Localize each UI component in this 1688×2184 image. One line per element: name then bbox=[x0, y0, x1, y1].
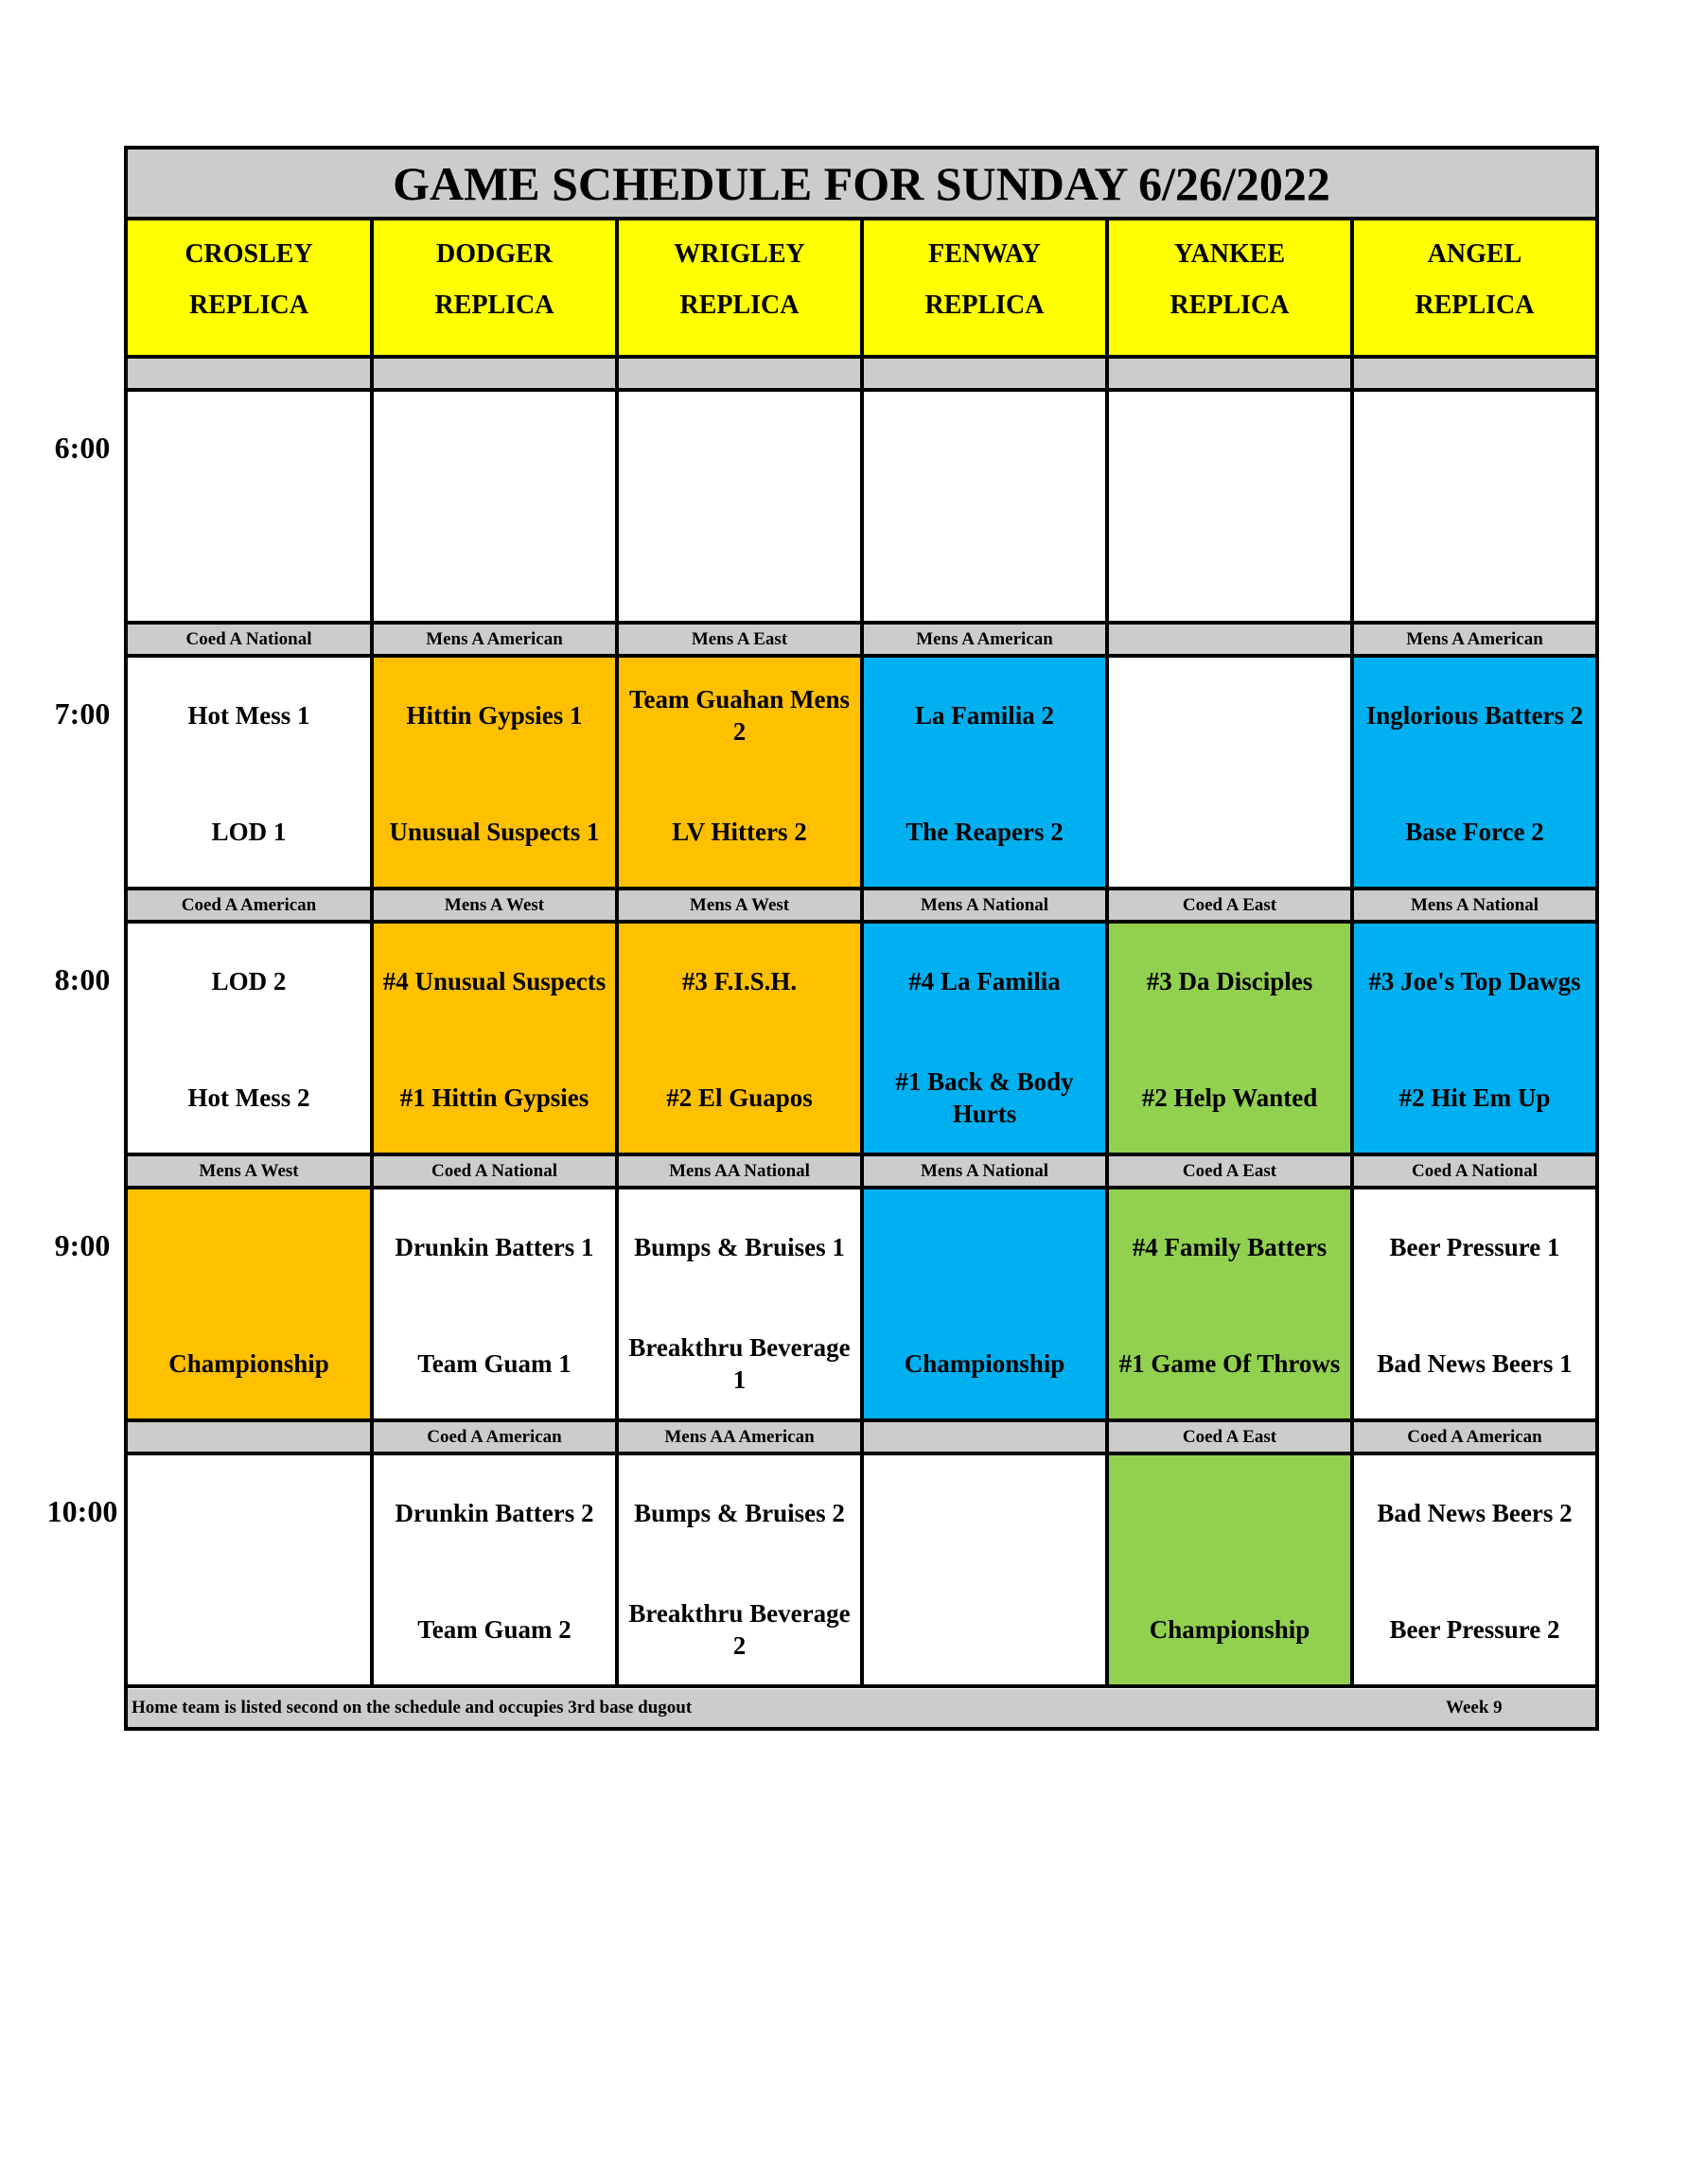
field-header-wrigley bbox=[619, 220, 864, 359]
time-label: 6:00 bbox=[54, 431, 111, 465]
home-team bbox=[1109, 794, 1350, 870]
schedule-table bbox=[124, 146, 1599, 1731]
division-label: Mens A National bbox=[864, 1156, 1109, 1189]
away-team bbox=[128, 412, 370, 487]
away-team: Hittin Gypsies 1 bbox=[406, 701, 583, 730]
away-team bbox=[1109, 678, 1350, 753]
game-cell bbox=[1354, 658, 1595, 890]
home-team: LV Hitters 2 bbox=[672, 818, 807, 846]
home-team: #2 El Guapos bbox=[666, 1083, 813, 1112]
field-name: ANGEL bbox=[1427, 239, 1522, 269]
field-name: DODGER bbox=[436, 239, 553, 269]
game-cell bbox=[1109, 658, 1354, 890]
away-team: #4 Unusual Suspects bbox=[382, 967, 607, 995]
away-team bbox=[619, 412, 860, 487]
home-team bbox=[1109, 528, 1350, 604]
game-cell bbox=[1109, 392, 1354, 625]
game-cell bbox=[1109, 924, 1354, 1156]
schedule-footer bbox=[128, 1689, 1595, 1727]
home-team bbox=[619, 528, 860, 604]
away-team: #4 La Familia bbox=[908, 967, 1061, 995]
game-cell bbox=[374, 1189, 619, 1422]
home-team: Beer Pressure 2 bbox=[1389, 1615, 1560, 1644]
field-subtitle: REPLICA bbox=[188, 291, 308, 320]
field-subtitle: REPLICA bbox=[434, 291, 554, 320]
division-label: Coed A American bbox=[374, 1422, 619, 1455]
time-label: 7:00 bbox=[54, 696, 111, 731]
game-cell bbox=[1354, 392, 1595, 625]
away-team bbox=[864, 1475, 1105, 1551]
home-team: Hot Mess 2 bbox=[187, 1083, 310, 1112]
field-name: YANKEE bbox=[1173, 239, 1286, 269]
game-cell bbox=[1109, 1189, 1354, 1422]
division-label: Mens AA National bbox=[619, 1156, 864, 1189]
division-label: Mens A East bbox=[619, 625, 864, 658]
game-cell bbox=[619, 1189, 864, 1422]
away-team: Hot Mess 1 bbox=[187, 701, 310, 730]
division-label: Coed A East bbox=[1109, 1156, 1354, 1189]
away-team: Bumps & Bruises 1 bbox=[634, 1233, 845, 1261]
away-team: Drunkin Batters 2 bbox=[395, 1499, 594, 1527]
game-cell bbox=[128, 924, 374, 1156]
game-cell bbox=[128, 392, 374, 625]
field-header-crosley bbox=[128, 220, 374, 359]
field-subtitle: REPLICA bbox=[1415, 291, 1535, 320]
game-cell bbox=[864, 924, 1109, 1156]
division-label: Coed A American bbox=[1354, 1422, 1595, 1455]
division-label bbox=[1354, 359, 1595, 392]
game-cell bbox=[619, 924, 864, 1156]
away-team: Inglorious Batters 2 bbox=[1365, 701, 1584, 730]
field-header-angel bbox=[1354, 220, 1595, 359]
game-cell bbox=[374, 924, 619, 1156]
away-team: Bad News Beers 2 bbox=[1377, 1499, 1573, 1527]
home-team: Team Guam 2 bbox=[417, 1615, 571, 1644]
home-team: Bad News Beers 1 bbox=[1377, 1349, 1573, 1378]
away-team: Team Guahan Mens 2 bbox=[628, 685, 851, 746]
away-team: Bumps & Bruises 2 bbox=[634, 1499, 845, 1527]
division-label: Mens A West bbox=[374, 890, 619, 924]
field-subtitle: REPLICA bbox=[1169, 291, 1290, 320]
division-label: Mens A American bbox=[374, 625, 619, 658]
time-label: 8:00 bbox=[54, 962, 111, 996]
field-name: FENWAY bbox=[928, 239, 1041, 269]
game-cell bbox=[619, 1455, 864, 1688]
away-team bbox=[128, 1475, 370, 1551]
away-team: #4 Family Batters bbox=[1132, 1233, 1328, 1261]
home-team: Championship bbox=[1149, 1615, 1310, 1644]
away-team: Beer Pressure 1 bbox=[1389, 1233, 1560, 1261]
game-cell bbox=[128, 658, 374, 890]
home-team: #2 Help Wanted bbox=[1141, 1083, 1318, 1112]
home-team: Team Guam 1 bbox=[417, 1349, 571, 1378]
game-cell bbox=[374, 392, 619, 625]
field-header-yankee bbox=[1109, 220, 1354, 359]
home-team bbox=[128, 1592, 370, 1667]
game-cell bbox=[1354, 924, 1595, 1156]
home-team: Breakthru Beverage 2 bbox=[628, 1599, 851, 1660]
division-label: Mens A West bbox=[619, 890, 864, 924]
home-team: #2 Hit Em Up bbox=[1398, 1083, 1551, 1112]
game-cell bbox=[374, 1455, 619, 1688]
division-label bbox=[1109, 625, 1354, 658]
away-team bbox=[374, 412, 615, 487]
home-team: Championship bbox=[168, 1349, 329, 1378]
game-cell bbox=[128, 1455, 374, 1688]
division-label: Coed A National bbox=[1354, 1156, 1595, 1189]
division-label: Coed A National bbox=[128, 625, 374, 658]
game-cell bbox=[619, 658, 864, 890]
away-team bbox=[128, 1209, 370, 1285]
field-header-fenway bbox=[864, 220, 1109, 359]
game-cell bbox=[864, 1455, 1109, 1688]
game-cell bbox=[864, 1189, 1109, 1422]
home-team: The Reapers 2 bbox=[906, 818, 1064, 846]
time-label: 9:00 bbox=[54, 1228, 111, 1262]
game-cell bbox=[1109, 1455, 1354, 1688]
home-team bbox=[864, 528, 1105, 604]
home-team: #1 Back & Body Hurts bbox=[895, 1067, 1074, 1128]
division-label: Mens A National bbox=[1354, 890, 1595, 924]
division-label bbox=[1109, 359, 1354, 392]
game-cell bbox=[619, 392, 864, 625]
game-cell bbox=[374, 658, 619, 890]
division-label: Coed A American bbox=[128, 890, 374, 924]
game-cell bbox=[128, 1189, 374, 1422]
field-subtitle: REPLICA bbox=[924, 291, 1045, 320]
away-team: LOD 2 bbox=[211, 967, 287, 995]
division-label bbox=[374, 359, 619, 392]
home-team bbox=[864, 1592, 1105, 1667]
away-team bbox=[1354, 412, 1595, 487]
division-label: Mens A National bbox=[864, 890, 1109, 924]
away-team: La Familia 2 bbox=[915, 701, 1054, 730]
away-team bbox=[864, 1209, 1105, 1285]
week-label: Week 9 bbox=[1446, 1698, 1503, 1717]
field-name: CROSLEY bbox=[185, 239, 313, 269]
division-label: Coed A East bbox=[1109, 890, 1354, 924]
home-team: LOD 1 bbox=[211, 818, 287, 846]
away-team bbox=[864, 412, 1105, 487]
division-label: Mens AA American bbox=[619, 1422, 864, 1455]
game-cell bbox=[864, 392, 1109, 625]
field-name: WRIGLEY bbox=[674, 239, 805, 269]
division-label bbox=[864, 1422, 1109, 1455]
home-team: #1 Game Of Throws bbox=[1118, 1349, 1341, 1378]
away-team bbox=[1109, 1475, 1350, 1551]
home-team bbox=[128, 528, 370, 604]
field-header-dodger bbox=[374, 220, 619, 359]
home-team bbox=[374, 528, 615, 604]
division-label: Mens A West bbox=[128, 1156, 374, 1189]
schedule-title: GAME SCHEDULE FOR SUNDAY 6/26/2022 bbox=[128, 150, 1595, 220]
home-team: #1 Hittin Gypsies bbox=[399, 1083, 589, 1112]
division-label bbox=[619, 359, 864, 392]
division-label bbox=[128, 359, 374, 392]
home-team: Unusual Suspects 1 bbox=[389, 818, 600, 846]
game-cell bbox=[1354, 1455, 1595, 1688]
away-team: #3 Joe's Top Dawgs bbox=[1368, 967, 1581, 995]
home-team: Championship bbox=[904, 1349, 1065, 1378]
division-label: Coed A East bbox=[1109, 1422, 1354, 1455]
home-team: Breakthru Beverage 1 bbox=[628, 1333, 851, 1394]
field-subtitle: REPLICA bbox=[679, 291, 800, 320]
division-label: Coed A National bbox=[374, 1156, 619, 1189]
time-label: 10:00 bbox=[46, 1494, 118, 1528]
away-team: #3 F.I.S.H. bbox=[681, 967, 798, 995]
division-label: Mens A American bbox=[864, 625, 1109, 658]
home-team bbox=[1354, 528, 1595, 604]
home-team: Base Force 2 bbox=[1405, 818, 1544, 846]
footer-note: Home team is listed second on the schedule and occupies 3rd base dugout bbox=[132, 1698, 693, 1717]
division-label: Mens A American bbox=[1354, 625, 1595, 658]
game-cell bbox=[864, 658, 1109, 890]
division-label bbox=[864, 359, 1109, 392]
division-label bbox=[128, 1422, 374, 1455]
away-team bbox=[1109, 412, 1350, 487]
away-team: Drunkin Batters 1 bbox=[395, 1233, 594, 1261]
away-team: #3 Da Disciples bbox=[1146, 967, 1313, 995]
game-cell bbox=[1354, 1189, 1595, 1422]
